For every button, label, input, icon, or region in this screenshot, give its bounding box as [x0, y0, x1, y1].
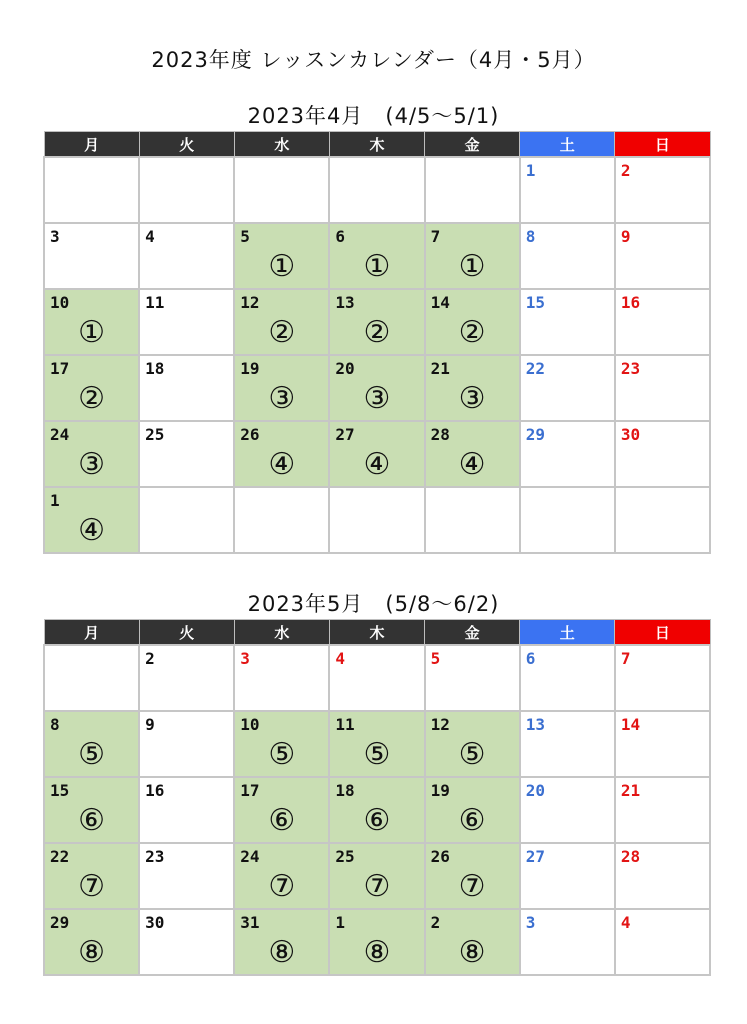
day-cell [615, 355, 710, 421]
day-number: 28 [430, 425, 450, 444]
day-number: 17 [50, 359, 70, 378]
day-cell [139, 843, 234, 909]
week-row [44, 645, 710, 711]
lesson-number-badge: ⑧ [78, 935, 106, 970]
day-number: 8 [525, 227, 536, 246]
day-cell [139, 289, 234, 355]
day-cell [234, 909, 329, 975]
week-row [44, 421, 710, 487]
day-cell [425, 645, 520, 711]
lesson-number-badge: ② [363, 315, 391, 350]
day-number: 31 [240, 913, 260, 932]
lesson-number-badge: ② [268, 315, 296, 350]
day-cell [520, 223, 615, 289]
day-cell [44, 355, 139, 421]
day-cell [615, 909, 710, 975]
week-row [44, 487, 710, 553]
day-number: 28 [620, 847, 641, 866]
day-cell [520, 843, 615, 909]
lesson-number-badge: ⑤ [268, 737, 296, 772]
day-cell [329, 711, 424, 777]
day-number: 27 [525, 847, 545, 866]
day-number: 11 [335, 715, 355, 734]
day-cell [615, 289, 710, 355]
day-number: 17 [240, 781, 260, 800]
day-cell [425, 711, 520, 777]
day-number: 10 [240, 715, 260, 734]
day-cell [44, 645, 139, 711]
day-cell [425, 777, 520, 843]
day-number: 21 [620, 781, 641, 800]
day-number: 22 [525, 359, 545, 378]
day-number: 3 [50, 227, 60, 246]
weekday-wed: 水 [234, 132, 329, 158]
day-number: 20 [335, 359, 355, 378]
april-calendar [43, 131, 711, 554]
weekday-thu: 木 [329, 132, 424, 158]
weekday-header-row [44, 132, 710, 158]
day-cell [425, 355, 520, 421]
weekday-sun: 日 [615, 620, 710, 646]
day-number: 6 [525, 649, 536, 668]
day-cell [234, 487, 329, 553]
weekday-header-row [44, 620, 710, 646]
day-number: 25 [335, 847, 355, 866]
day-cell [615, 487, 710, 553]
day-number: 18 [145, 359, 165, 378]
day-cell [615, 223, 710, 289]
day-cell [520, 487, 615, 553]
lesson-number-badge: ⑥ [78, 803, 106, 838]
lesson-number-badge: ⑥ [363, 803, 391, 838]
day-cell [520, 777, 615, 843]
lesson-number-badge: ③ [78, 447, 106, 482]
day-cell [139, 909, 234, 975]
day-number: 22 [50, 847, 70, 866]
week-row [44, 909, 710, 975]
weekday-wed: 水 [234, 620, 329, 646]
day-cell [520, 909, 615, 975]
day-cell [329, 645, 424, 711]
day-number: 6 [335, 227, 346, 246]
week-row [44, 289, 710, 355]
week-row [44, 711, 710, 777]
day-number: 9 [620, 227, 631, 246]
day-cell [139, 487, 234, 553]
weekday-tue: 火 [139, 132, 234, 158]
weekday-thu: 木 [329, 620, 424, 646]
lesson-number-badge: ③ [363, 381, 391, 416]
day-number: 14 [620, 715, 641, 734]
day-cell [520, 645, 615, 711]
lesson-number-badge: ④ [458, 447, 486, 482]
page-title: 2023年度 レッスンカレンダー（4月・5月） [151, 48, 596, 72]
day-cell [234, 777, 329, 843]
day-cell [615, 843, 710, 909]
day-number: 19 [430, 781, 450, 800]
day-number: 1 [50, 491, 60, 510]
day-cell [44, 777, 139, 843]
day-cell [44, 487, 139, 553]
day-number: 19 [240, 359, 260, 378]
day-number: 7 [620, 649, 631, 668]
day-number: 4 [620, 913, 631, 932]
day-number: 12 [240, 293, 260, 312]
day-number: 26 [240, 425, 260, 444]
lesson-number-badge: ① [78, 315, 106, 350]
day-cell [520, 711, 615, 777]
day-cell [139, 711, 234, 777]
weekday-mon: 月 [44, 132, 139, 158]
day-cell [520, 157, 615, 223]
day-number: 4 [335, 649, 346, 668]
day-cell [139, 421, 234, 487]
day-number: 15 [525, 293, 545, 312]
day-cell [44, 711, 139, 777]
day-cell [520, 421, 615, 487]
day-cell [425, 421, 520, 487]
day-cell [425, 223, 520, 289]
day-number: 26 [430, 847, 450, 866]
day-cell [234, 223, 329, 289]
day-number: 8 [50, 715, 60, 734]
lesson-number-badge: ⑦ [268, 869, 296, 904]
day-number: 4 [145, 227, 155, 246]
day-number: 29 [525, 425, 545, 444]
week-row [44, 777, 710, 843]
day-cell [329, 487, 424, 553]
lesson-number-badge: ⑥ [458, 803, 486, 838]
day-number: 24 [50, 425, 70, 444]
day-number: 16 [145, 781, 165, 800]
lesson-number-badge: ④ [268, 447, 296, 482]
day-number: 13 [335, 293, 355, 312]
day-number: 25 [145, 425, 165, 444]
day-number: 27 [335, 425, 355, 444]
weekday-fri: 金 [425, 620, 520, 646]
day-cell [615, 645, 710, 711]
day-cell [615, 421, 710, 487]
day-cell [425, 909, 520, 975]
lesson-number-badge: ⑤ [363, 737, 391, 772]
day-number: 24 [240, 847, 260, 866]
day-number: 3 [240, 649, 250, 668]
lesson-number-badge: ⑦ [363, 869, 391, 904]
lesson-number-badge: ③ [268, 381, 296, 416]
day-cell [139, 355, 234, 421]
day-number: 30 [620, 425, 641, 444]
day-number: 14 [430, 293, 450, 312]
weekday-sat: 土 [520, 132, 615, 158]
day-cell [329, 157, 424, 223]
day-cell [44, 157, 139, 223]
lesson-number-badge: ⑧ [458, 935, 486, 970]
may-calendar [43, 619, 711, 976]
day-cell [425, 289, 520, 355]
day-number: 15 [50, 781, 70, 800]
day-number: 11 [145, 293, 165, 312]
day-number: 7 [430, 227, 441, 246]
weekday-sat: 土 [520, 620, 615, 646]
day-number: 29 [50, 913, 70, 932]
day-number: 9 [145, 715, 155, 734]
day-cell [520, 289, 615, 355]
lesson-number-badge: ② [458, 315, 486, 350]
day-cell [329, 355, 424, 421]
lesson-number-badge: ① [363, 249, 391, 284]
day-number: 2 [430, 913, 441, 932]
day-cell [425, 487, 520, 553]
week-row [44, 355, 710, 421]
day-number: 23 [145, 847, 165, 866]
day-cell [234, 843, 329, 909]
day-number: 18 [335, 781, 355, 800]
day-cell [329, 421, 424, 487]
day-number: 16 [620, 293, 641, 312]
weekday-tue: 火 [139, 620, 234, 646]
lesson-number-badge: ② [78, 381, 106, 416]
day-number: 20 [525, 781, 545, 800]
lesson-number-badge: ④ [78, 513, 106, 548]
day-cell [44, 421, 139, 487]
day-cell [234, 645, 329, 711]
day-cell [329, 289, 424, 355]
week-row [44, 843, 710, 909]
day-number: 23 [620, 359, 641, 378]
day-cell [234, 157, 329, 223]
day-number: 5 [430, 649, 441, 668]
day-cell [139, 223, 234, 289]
day-cell [139, 157, 234, 223]
day-cell [329, 909, 424, 975]
lesson-number-badge: ⑦ [458, 869, 486, 904]
weekday-mon: 月 [44, 620, 139, 646]
day-cell [425, 843, 520, 909]
day-cell [44, 909, 139, 975]
day-cell [615, 777, 710, 843]
day-number: 21 [430, 359, 450, 378]
day-cell [234, 421, 329, 487]
lesson-number-badge: ① [458, 249, 486, 284]
day-cell [615, 157, 710, 223]
day-cell [329, 223, 424, 289]
may-calendar-title: 2023年5月 (5/8～6/2) [247, 592, 500, 616]
day-number: 1 [335, 913, 346, 932]
lesson-number-badge: ④ [363, 447, 391, 482]
weekday-fri: 金 [425, 132, 520, 158]
day-cell [329, 843, 424, 909]
day-number: 12 [430, 715, 450, 734]
day-number: 3 [525, 913, 536, 932]
day-cell [520, 355, 615, 421]
lesson-number-badge: ⑤ [458, 737, 486, 772]
week-row [44, 157, 710, 223]
day-cell [44, 223, 139, 289]
lesson-number-badge: ⑧ [268, 935, 296, 970]
weekday-sun: 日 [615, 132, 710, 158]
lesson-number-badge: ① [268, 249, 296, 284]
day-number: 5 [240, 227, 250, 246]
day-cell [425, 157, 520, 223]
lesson-number-badge: ⑧ [363, 935, 391, 970]
day-number: 2 [145, 649, 155, 668]
day-number: 10 [50, 293, 70, 312]
day-cell [234, 711, 329, 777]
lesson-number-badge: ⑥ [268, 803, 296, 838]
day-number: 30 [145, 913, 165, 932]
lesson-number-badge: ⑦ [78, 869, 106, 904]
day-number: 13 [525, 715, 545, 734]
day-number: 1 [525, 161, 536, 180]
day-cell [44, 289, 139, 355]
day-cell [139, 777, 234, 843]
april-calendar-title: 2023年4月 (4/5～5/1) [247, 104, 500, 128]
lesson-number-badge: ③ [458, 381, 486, 416]
lesson-number-badge: ⑤ [78, 737, 106, 772]
day-cell [329, 777, 424, 843]
day-cell [139, 645, 234, 711]
day-number: 2 [620, 161, 631, 180]
day-cell [44, 843, 139, 909]
day-cell [234, 289, 329, 355]
week-row [44, 223, 710, 289]
day-cell [234, 355, 329, 421]
day-cell [615, 711, 710, 777]
